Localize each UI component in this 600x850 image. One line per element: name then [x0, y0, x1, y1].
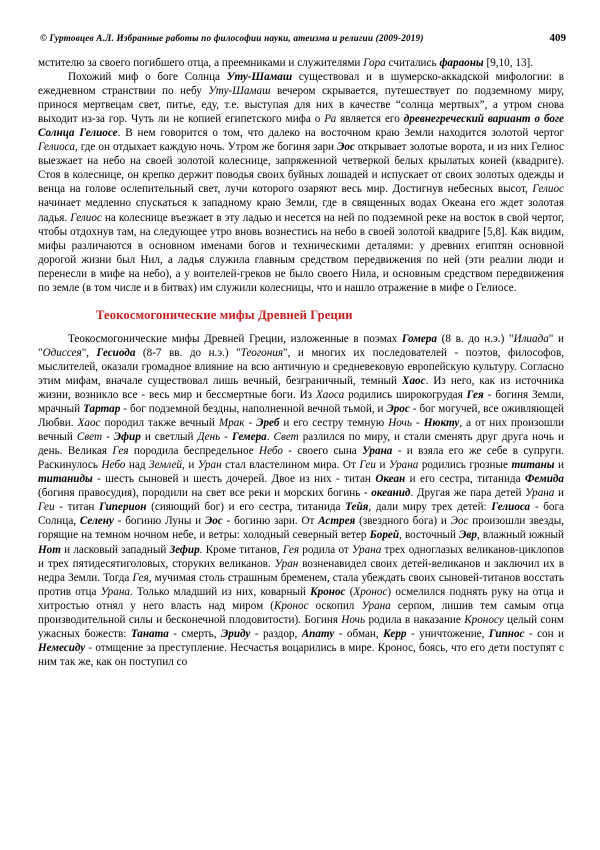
emphasis-run: Ночь	[341, 613, 366, 626]
emphasis-run: Гея	[282, 543, 300, 556]
emphasis-run: Эос	[450, 515, 469, 528]
emphasis-run: Гемера	[231, 431, 267, 444]
emphasis-run: День	[197, 431, 221, 444]
emphasis-run: Эос	[337, 141, 355, 154]
emphasis-run: Уту-Шамаш	[208, 85, 271, 98]
emphasis-run: Хаоса	[315, 388, 345, 401]
emphasis-run: Урана	[352, 543, 382, 556]
emphasis-run: Апату	[301, 627, 335, 640]
emphasis-run: Мрак	[218, 417, 245, 430]
emphasis-run: Фемида	[524, 473, 565, 486]
emphasis-run: Гелиоса	[38, 141, 75, 154]
emphasis-run: Геи	[38, 501, 55, 514]
emphasis-run: Уту-Шамаш	[226, 71, 293, 84]
emphasis-run: Гесиода	[96, 346, 136, 359]
emphasis-run: Эос	[204, 515, 223, 528]
emphasis-run: Гея	[466, 388, 484, 401]
emphasis-run: Хронос	[353, 585, 388, 598]
emphasis-run: Нюкту	[423, 417, 460, 430]
para-utu-shamash-helios: Похожий миф о боге Солнца Уту-Шамаш существовал и в шумерско-аккадской мифологии: в ежедневном странствии по небу Уту-Шамаш вечером скрывается, путешествует по подземному миру, принося мертвецам свет, питье, еду, т.е. выступая для них в качестве “солнца мертвых”, а утром снова выходит из-за гор. Чуть ли не копией египетского мифа о Ра является его древнегреческий вариант о боге Солнца Гелиосе. В нем говорится о том, что далеко на восточном краю Земли находится золотой чертог Гелиоса, где он отдыхает каждую ночь. Утром же богиня зари Эос открывает золотые ворота, и из них Гелиос выезжает на небо на своей золотой колеснице, запряженной четверкой белых крылатых коней (квадриге). Стоя в колеснице, он крепко держит поводья своих буйных лошадей и испускает от своих золотых одежды и венца на голове ослепительный свет, лучи которого озаряют весь мир. Достигнув небесных высот, Гелиос начинает медленно спускаться к западному краю Земли, где в священных водах Океана его ждет золотая ладья. Гелиос на колеснице въезжает в эту ладью и несется на ней по подземной реке на восток в свой чертог, чтобы отдохнув там, на следующее утро вновь вознестись на небо в своей золотой квадриге [5,8]. Как видим, мифы различаются в основном именами богов и техническими деталями: у древних египтян основной дорогой жизни был Нил, а ладья служила главным средством передвижения по ней (эти реалии люди и перенесли в мифе на небо), а у воителей-греков не было своего Нила, и основным средством передвижения по земле (в том числе и в битвах) им служили колесницы, что и нашло отражение в мифе о Гелиосе.	[38, 71, 565, 294]
emphasis-run: Хаос	[402, 374, 426, 387]
emphasis-run: Небо	[259, 445, 283, 458]
emphasis-run: Таната	[130, 627, 169, 640]
emphasis-run: титаны	[511, 459, 555, 472]
emphasis-run: титаниды	[38, 473, 93, 486]
emphasis-run: Гиперион	[99, 501, 147, 514]
emphasis-run: Гелиос	[532, 183, 564, 196]
emphasis-run: Кронос	[273, 599, 309, 612]
emphasis-run: Хаос	[77, 417, 101, 430]
emphasis-run: Урана	[389, 459, 419, 472]
emphasis-run: Эфир	[113, 431, 141, 444]
emphasis-run: Урана	[361, 599, 391, 612]
emphasis-run: древнегреческий вариант о боге Солнца Гелиосе	[38, 113, 564, 140]
para-continued-horus: мстителю за своего погибшего отца, а преемниками и служителями Гора считались фараоны [9,10, 13].	[38, 57, 534, 69]
page-number: 409	[549, 32, 566, 44]
section-heading: Теокосмогонические мифы Древней Греции	[96, 307, 353, 322]
emphasis-run: Урана	[525, 487, 555, 500]
emphasis-run: Эрос	[386, 403, 410, 416]
emphasis-run: Урана	[362, 445, 393, 458]
emphasis-run: Гея	[132, 571, 149, 584]
emphasis-run: океанид	[371, 487, 411, 500]
emphasis-run: фараоны	[439, 57, 484, 69]
emphasis-run: Селену	[79, 515, 114, 528]
emphasis-run: Гипнос	[488, 627, 525, 640]
emphasis-run: Гея	[112, 445, 129, 458]
emphasis-run: Теогония	[240, 346, 284, 359]
emphasis-run: Немесиду	[38, 641, 86, 654]
emphasis-run: Урана	[100, 585, 130, 598]
emphasis-run: Уран	[274, 557, 299, 570]
emphasis-run: Геи	[359, 459, 376, 472]
emphasis-run: Землей	[149, 459, 183, 472]
emphasis-run: Эриду	[221, 627, 251, 640]
emphasis-run: Ночь	[388, 417, 412, 430]
emphasis-run: Свет	[273, 431, 299, 444]
emphasis-run: Тейя	[345, 501, 369, 514]
emphasis-run: Гелиос	[70, 211, 102, 224]
emphasis-run: Эвр	[459, 529, 477, 542]
emphasis-run: Гора	[363, 57, 386, 69]
emphasis-run: Астрея	[318, 515, 356, 528]
emphasis-run: Океан	[375, 473, 406, 486]
para-greek-theocosmogony: Теокосмогонические мифы Древней Греции, изложенные в поэмах Гомера (8 в. до н.э.) "Илиада" и "Одиссея", Гесиода (8-7 вв. до н.э.) "Теогония", и многих их последователей - поэтов, философов, мыслителей, оказали громадное влияние на всю античную и средневековую европейскую культуру. Согласно этим мифам, вначале существовал лишь вечный, безграничный, темный Хаос. Из него, как из источника жизни, возникло все - весь мир и бессмертные боги. Из Хаоса родились широкогрудая Гея - богиня Земли, мрачный Тартар - бог подземной бездны, наполненной вечной тьмой, и Эрос - бог могучей, все оживляющей Любви. Хаос породил также вечный Мрак - Эреб и его сестру темную Ночь - Нюкту, а от них произошли вечный Свет - Эфир и светлый День - Гемера. Свет разлился по миру, и стали сменять друг друга ночь и день. Великая Гея породила беспредельное Небо - своего сына Урана - и взяла его же себе в супруги. Раскинулось Небо над Землей, и Уран стал властелином мира. От Геи и Урана родились грозные титаны и титаниды - шесть сыновей и шесть дочерей. Двое из них - титан Океан и его сестра, титанида Фемида (богиня правосудия), породили на свет все реки и морских богинь - океанид. Другая же пара детей Урана и Геи - титан Гиперион (сияющий бог) и его сестра, титанида Тейя, дали миру трех детей: Гелиоса - бога Солнца, Селену - богиню Луны и Эос - богиню зари. От Астрея (звездного бога) и Эос произошли звезды, горящие на темном ночном небе, и ветры: холодный северный ветер Борей, восточный Эвр, влажный южный Нот и ласковый западный Зефир. Кроме титанов, Гея родила от Урана трех одноглазых великанов-циклопов и трех пятидесятиголовых, сторуких великанов. Уран возненавидел своих детей-великанов и заключил их в недра Земли. Тогда Гея, мучимая столь страшным бременем, стала убеждать своих сыновей-титанов восстать против отца Урана. Только младший из них, коварный Кронос (Хронос) осмелился поднять руку на отца и хитростью отнял у него власть над миром (Кронос оскопил Урана серпом, лишив тем самым отца производительной силы и бесконечной плодовитости). Богиня Ночь родила в наказание Кроносу целый сонм ужасных божеств: Таната - смерть, Эриду - раздор, Апату - обман, Керр - уничтожение, Гипнос - сон и Немесиду - отмщение за преступление. Несчастья воцарились в мире. Кронос, боясь, что его дети поступят с ним так же, как он поступил со	[38, 332, 565, 668]
emphasis-run: Гелиоса	[491, 501, 531, 514]
emphasis-run: Гомера	[401, 332, 437, 345]
running-head-title: © Гуртовцев А.Л. Избранные работы по философии науки, атеизма и религии (2009-2019)	[40, 33, 424, 43]
emphasis-run: Тартар	[83, 403, 121, 416]
running-head	[40, 32, 572, 45]
emphasis-run: Небо	[101, 459, 126, 472]
emphasis-run: Нот	[38, 543, 61, 556]
emphasis-run: Борей	[369, 529, 400, 542]
paragraphs-after-heading	[38, 332, 564, 669]
emphasis-run: Уран	[197, 459, 222, 472]
emphasis-run: Илиада	[513, 332, 549, 345]
paragraphs-before-heading	[38, 56, 564, 295]
emphasis-run: Одиссея	[42, 346, 82, 359]
emphasis-run: Свет	[76, 431, 103, 444]
emphasis-run: Ра	[324, 113, 337, 126]
emphasis-run: Эреб	[256, 417, 280, 430]
emphasis-run: Кронос	[310, 585, 346, 598]
emphasis-run: Кроносу	[464, 613, 504, 626]
body-text-column	[38, 56, 564, 669]
emphasis-run: Керр	[383, 627, 407, 640]
emphasis-run: Зефир	[169, 543, 200, 556]
